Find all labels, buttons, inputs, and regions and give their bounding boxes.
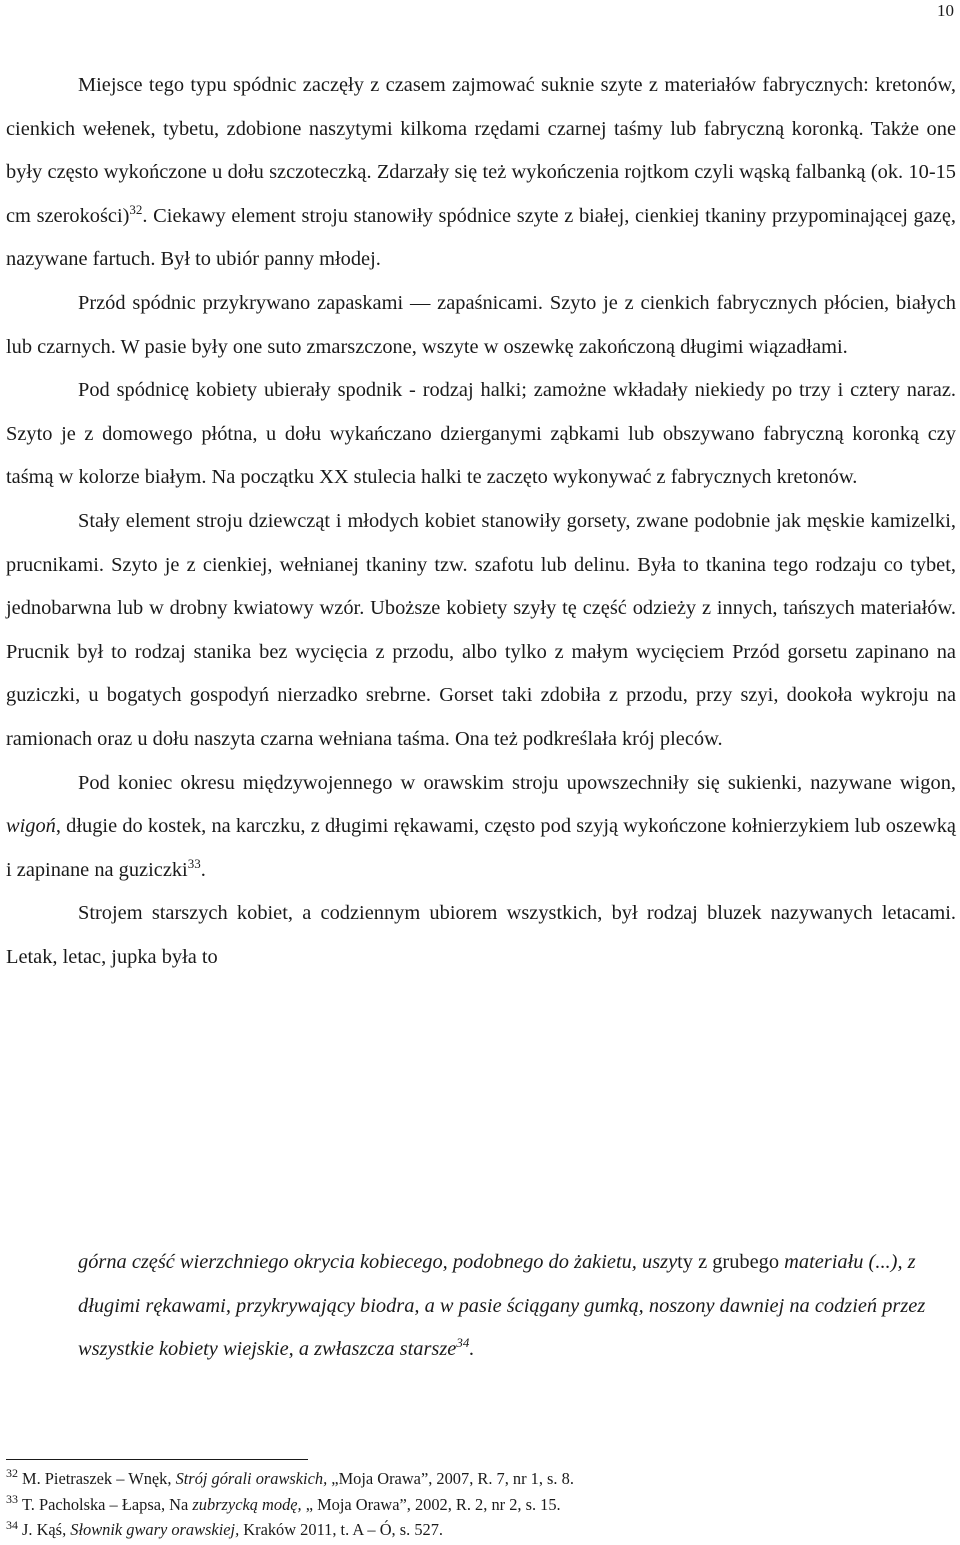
quote-part-1: górna część wierzchniego okrycia kobiecego, podobnego do żakietu, uszy <box>78 1251 678 1273</box>
paragraph-1-text: Miejsce tego typu spódnic zaczęły z czasem zajmować suknie szyte z materiałów fabrycznych: kretonów, cienkich wełenek, tybetu, zdobione naszytymi kilkoma rzędami czarnej taśmy lub fabryczną koronką. Także one były często wykończone u dołu szczoteczką. Zdarzały się też wykończenia rojtkom czyli wąską falbanką (ok. 10-15 cm szerokości) <box>6 74 956 227</box>
footnote-source: „ Moja Orawa”, 2002, R. 2, nr 2, s. 15. <box>305 1494 561 1514</box>
page-number: 10 <box>937 1 954 20</box>
footnote-ref-33: 33 <box>187 855 201 871</box>
quote-part-5: . <box>469 1338 475 1361</box>
footnote-34 <box>6 1517 946 1543</box>
footnote-mark: 33 <box>6 1492 18 1506</box>
paragraph-5-end: . <box>200 858 206 881</box>
paragraph-2: Przód spódnic przykrywano zapaskami — zapaśnicami. Szyto je z cienkich fabrycznych płócien, białych lub czarnych. W pasie były one suto zmarszczone, wszyte w oszewkę zakończoną długimi wiązadłami. <box>6 291 956 358</box>
body-text <box>6 64 956 979</box>
footnote-33 <box>6 1492 946 1518</box>
quote-part-3: materiału (...) <box>784 1251 898 1273</box>
footnote-ref-32: 32 <box>129 201 143 217</box>
paragraph-4: Stały element stroju dziewcząt i młodych kobiet stanowiły gorsety, zwane podobnie jak męskie kamizelki, prucnikami. Szyto je z cienkiej, wełnianej tkaniny tzw. szafotu lub delinu. Była to tkanina tego rodzaju co tybet, jednobarwna lub w drobny kwiatowy wzór. Uboższe kobiety szyły tę część odzieży z innych, tańszych materiałów. Prucnik był to rodzaj stanika bez wycięcia z przodu, albo tylko z małym wycięciem Przód gorsetu zapinano na guziczki, u bogatych gospodyń nierzadko srebrne. Gorset taki zdobiła z przodu, przy szyi, dookoła wykroju na ramionach oraz u dołu naszyta czarna wełniana taśma. Ona też podkreślała krój pleców. <box>6 509 956 750</box>
footnote-source: „Moja Orawa”, 2007, R. 7, nr 1, s. 8. <box>331 1469 574 1488</box>
quote-part-4: , z długimi rękawami, przykrywający biodra, a w pasie ściągany gumką, noszony dawniej na codzień przez wszystkie kobiety wiejskie, a zwłaszcza starsze <box>78 1251 926 1361</box>
footnote-mark: 34 <box>6 1517 18 1532</box>
footnote-title: Strój górali orawskich, <box>175 1469 332 1488</box>
block-quote <box>78 1241 950 1372</box>
footnotes <box>6 1466 946 1543</box>
footnote-title: zubrzycką modę, <box>192 1494 306 1514</box>
paragraph-1 <box>6 64 956 282</box>
paragraph-3: Pod spódnicę kobiety ubierały spodnik - rodzaj halki; zamożne wkładały niekiedy po trzy i cztery naraz. Szyto je z domowego płótna, u dołu wykańczano dzierganymi ząbkami lub obszywano fabryczną koronką czy taśmą w kolorze białym. Na początku XX stulecia halki te zaczęto wykonywać z fabrycznych kretonów. <box>6 379 956 489</box>
footnote-text: T. Pacholska – Łapsa, Na <box>22 1494 193 1514</box>
paragraph-5-italic: wigoń <box>6 815 56 838</box>
footnote-separator <box>6 1459 308 1460</box>
footnote-ref-34: 34 <box>456 1335 470 1351</box>
quote-part-2: ty z grubego <box>677 1251 780 1273</box>
footnote-text: M. Pietraszek – Wnęk, <box>22 1469 176 1488</box>
paragraph-6: Strojem starszych kobiet, a codziennym ubiorem wszystkich, był rodzaj bluzek nazywanych letacami. Letak, letac, jupka była to <box>6 902 956 968</box>
footnote-source: Kraków 2011, t. A – Ó, s. 527. <box>243 1520 444 1540</box>
footnote-title: Słownik gwary orawskiej, <box>70 1520 244 1540</box>
paragraph-5 <box>6 762 956 893</box>
paragraph-1-tail: . Ciekawy element stroju stanowiły spódnice szyte z białej, cienkiej tkaniny przypominającej gazę, nazywane fartuch. Był to ubiór panny młodej. <box>6 204 956 271</box>
paragraph-5-tail: , długie do kostek, na karczku, z długimi rękawami, często pod szyją wykończone kołnierzykiem lub oszewką i zapinane na guziczki <box>6 815 956 881</box>
footnote-32 <box>6 1466 946 1492</box>
footnote-mark: 32 <box>6 1466 18 1481</box>
paragraph-5-text: Pod koniec okresu międzywojennego w orawskim stroju upowszechniły się sukienki, nazywane wigon, <box>78 771 956 794</box>
footnote-text: J. Kąś, <box>22 1520 71 1540</box>
